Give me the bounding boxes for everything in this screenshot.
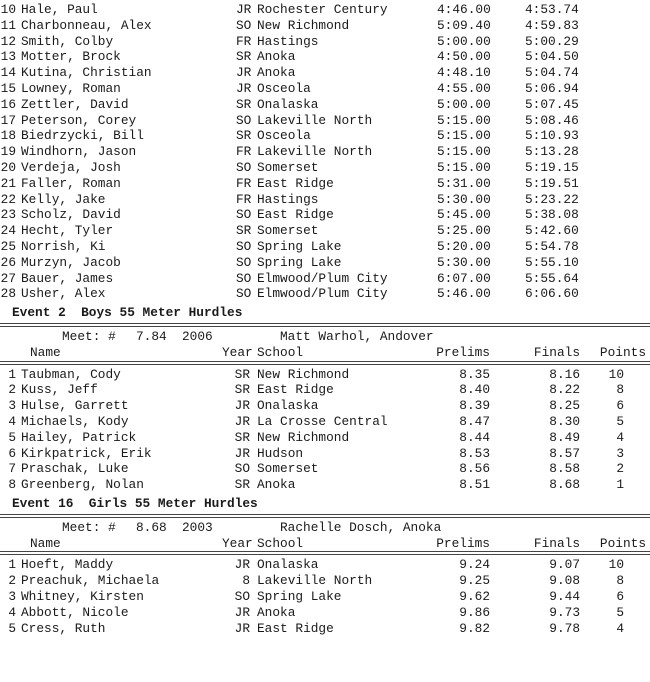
final-time: 5:04.50 [525, 49, 579, 65]
result-row [0, 144, 650, 160]
athlete-year: SO [236, 207, 252, 223]
place: 3 [8, 398, 16, 414]
athlete-year: SO [234, 461, 250, 477]
result-row [0, 477, 650, 493]
place: 5 [8, 429, 16, 445]
school: New Richmond [257, 17, 350, 33]
athlete-year: SO [236, 286, 252, 302]
school: Lakeville North [257, 573, 373, 589]
place: 11 [0, 17, 16, 33]
seed-time: 4:46.00 [437, 2, 491, 17]
meet-holder: Rachelle Dosch, Anoka [280, 519, 442, 535]
prelims: 9.25 [459, 573, 490, 589]
place: 2 [8, 382, 16, 398]
result-row [0, 2, 650, 18]
athlete-year: SR [234, 382, 250, 398]
place: 8 [8, 477, 16, 493]
athlete-name: Praschak, Luke [21, 461, 129, 477]
athlete-name: Greenberg, Nolan [21, 477, 144, 493]
school: Onalaska [257, 398, 319, 414]
place: 2 [8, 573, 16, 589]
header-prelims: Prelims [436, 344, 490, 360]
result-row [0, 65, 650, 81]
place: 4 [8, 604, 16, 620]
athlete-name: Norrish, Ki [21, 239, 106, 254]
place: 14 [0, 65, 16, 81]
result-row [0, 430, 650, 446]
seed-time: 5:15.00 [437, 112, 491, 128]
result-row [0, 589, 650, 605]
result-row [0, 239, 650, 255]
final-time: 5:55.10 [525, 254, 579, 270]
athlete-year: 8 [242, 573, 250, 589]
points: 6 [616, 398, 624, 414]
final-time: 5:04.74 [525, 65, 579, 81]
place: 17 [0, 112, 16, 128]
seed-time: 5:15.00 [437, 128, 491, 144]
athlete-year: JR [236, 2, 252, 17]
place: 15 [0, 81, 16, 96]
column-headers [0, 345, 650, 361]
athlete-year: JR [234, 445, 250, 461]
prelims: 8.35 [459, 366, 490, 382]
school: Elmwood/Plum City [257, 286, 388, 302]
meet-label: Meet: # [62, 519, 116, 535]
athlete-year: JR [234, 414, 250, 429]
seed-time: 4:48.10 [437, 65, 491, 81]
result-row [0, 176, 650, 192]
place: 1 [8, 366, 16, 382]
meet-holder: Matt Warhol, Andover [280, 329, 434, 344]
school: Somerset [257, 223, 319, 239]
athlete-name: Hoeft, Maddy [21, 557, 114, 573]
result-row [0, 557, 650, 573]
prelims: 9.24 [459, 557, 490, 573]
result-row [0, 621, 650, 637]
place: 22 [0, 191, 16, 207]
seed-time: 5:30.00 [437, 191, 491, 207]
athlete-year: SR [236, 223, 252, 239]
final-time: 5:13.28 [525, 144, 579, 160]
meet-year: 2003 [182, 519, 213, 535]
seed-time: 5:46.00 [437, 286, 491, 302]
athlete-name: Taubman, Cody [21, 366, 121, 382]
athlete-year: SR [234, 366, 250, 382]
school: Lakeville North [257, 112, 373, 128]
school: Hudson [257, 445, 304, 461]
athlete-year: FR [236, 33, 252, 49]
result-row [0, 128, 650, 144]
athlete-name: Kirkpatrick, Erik [21, 445, 152, 461]
header-name: Name [30, 344, 61, 360]
result-row [0, 398, 650, 414]
header-school: School [257, 344, 304, 360]
place: 7 [8, 461, 16, 477]
athlete-name: Zettler, David [21, 96, 129, 112]
final-time: 4:53.74 [525, 2, 579, 17]
prelims: 8.39 [459, 398, 490, 414]
place: 24 [0, 223, 16, 239]
athlete-name: Charbonneau, Alex [21, 17, 152, 33]
athlete-year: SR [236, 49, 252, 65]
school: New Richmond [257, 366, 350, 382]
place: 26 [0, 254, 16, 270]
place: 3 [8, 589, 16, 604]
place: 4 [8, 414, 16, 429]
athlete-year: JR [236, 65, 252, 81]
result-row [0, 573, 650, 589]
athlete-name: Lowney, Roman [21, 81, 121, 96]
seed-time: 5:15.00 [437, 144, 491, 160]
header-school: School [257, 535, 304, 551]
athlete-name: Usher, Alex [21, 286, 106, 302]
header-year: Year [222, 344, 253, 360]
result-row [0, 414, 650, 430]
school: Lakeville North [257, 144, 373, 160]
athlete-year: SR [236, 96, 252, 112]
school: Anoka [257, 604, 296, 620]
seed-time: 5:00.00 [437, 33, 491, 49]
athlete-year: FR [236, 144, 252, 160]
final-time: 5:54.78 [525, 239, 579, 254]
athlete-year: SO [234, 589, 250, 604]
finals: 8.57 [549, 445, 580, 461]
prelims: 8.53 [459, 445, 490, 461]
place: 25 [0, 239, 16, 254]
school: Onalaska [257, 557, 319, 573]
athlete-name: Hale, Paul [21, 2, 98, 17]
final-time: 5:19.51 [525, 175, 579, 191]
athlete-year: SO [236, 17, 252, 33]
final-time: 5:23.22 [525, 191, 579, 207]
athlete-name: Whitney, Kirsten [21, 589, 144, 604]
points: 1 [616, 477, 624, 493]
meet-year: 2006 [182, 329, 213, 344]
athlete-year: JR [234, 398, 250, 414]
final-time: 5:19.15 [525, 160, 579, 175]
athlete-name: Bauer, James [21, 270, 114, 286]
result-row [0, 49, 650, 65]
prelims: 9.86 [459, 604, 490, 620]
points: 6 [616, 589, 624, 604]
athlete-name: Scholz, David [21, 207, 121, 223]
result-row [0, 223, 650, 239]
athlete-name: Faller, Roman [21, 175, 121, 191]
meet-record [0, 329, 650, 345]
final-time: 5:38.08 [525, 207, 579, 223]
event-title: Event 2 Boys 55 Meter Hurdles [12, 305, 243, 321]
result-row [0, 367, 650, 383]
school: La Crosse Central [257, 414, 388, 429]
seed-time: 5:09.40 [437, 17, 491, 33]
school: Rochester Century [257, 2, 388, 17]
finals: 8.30 [549, 414, 580, 429]
school: New Richmond [257, 429, 350, 445]
result-row [0, 605, 650, 621]
athlete-year: FR [236, 175, 252, 191]
school: East Ridge [257, 207, 334, 223]
school: East Ridge [257, 175, 334, 191]
points: 2 [616, 461, 624, 477]
seed-time: 4:55.00 [437, 81, 491, 96]
school: Osceola [257, 81, 311, 96]
school: Somerset [257, 160, 319, 175]
column-headers [0, 536, 650, 552]
place: 23 [0, 207, 16, 223]
athlete-name: Windhorn, Jason [21, 144, 137, 160]
header-points: Points [599, 344, 646, 360]
final-time: 5:07.45 [525, 96, 579, 112]
finals: 8.22 [549, 382, 580, 398]
athlete-year: SO [236, 239, 252, 254]
place: 18 [0, 128, 16, 144]
result-row [0, 271, 650, 287]
school: Onalaska [257, 96, 319, 112]
athlete-name: Kelly, Jake [21, 191, 106, 207]
final-time: 5:10.93 [525, 128, 579, 144]
final-time: 6:06.60 [525, 286, 579, 302]
result-row [0, 461, 650, 477]
place: 13 [0, 49, 16, 65]
prelims: 8.40 [459, 382, 490, 398]
seed-time: 5:31.00 [437, 175, 491, 191]
final-time: 5:08.46 [525, 112, 579, 128]
finals: 9.78 [549, 620, 580, 636]
divider [0, 551, 650, 555]
athlete-name: Smith, Colby [21, 33, 114, 49]
header-name: Name [30, 535, 61, 551]
points: 4 [616, 429, 624, 445]
prelims: 8.47 [459, 414, 490, 429]
school: East Ridge [257, 620, 334, 636]
meet-record [0, 520, 650, 536]
athlete-name: Verdeja, Josh [21, 160, 121, 175]
seed-time: 6:07.00 [437, 270, 491, 286]
athlete-year: FR [236, 191, 252, 207]
school: Anoka [257, 49, 296, 65]
athlete-year: SO [236, 160, 252, 175]
header-points: Points [599, 535, 646, 551]
final-time: 5:06.94 [525, 81, 579, 96]
finals: 8.49 [549, 429, 580, 445]
athlete-year: SO [236, 254, 252, 270]
result-row [0, 34, 650, 50]
finals: 9.44 [549, 589, 580, 604]
points: 3 [616, 445, 624, 461]
seed-time: 5:25.00 [437, 223, 491, 239]
place: 27 [0, 270, 16, 286]
school: Somerset [257, 461, 319, 477]
athlete-year: JR [234, 604, 250, 620]
prelims: 9.82 [459, 620, 490, 636]
place: 12 [0, 33, 16, 49]
header-year: Year [222, 535, 253, 551]
athlete-name: Murzyn, Jacob [21, 254, 121, 270]
points: 5 [616, 604, 624, 620]
prelims: 8.44 [459, 429, 490, 445]
finals: 8.16 [549, 366, 580, 382]
seed-time: 5:45.00 [437, 207, 491, 223]
athlete-year: SR [234, 477, 250, 493]
school: Hastings [257, 191, 319, 207]
school: Spring Lake [257, 589, 342, 604]
athlete-year: JR [234, 557, 250, 573]
divider [0, 361, 650, 365]
finals: 9.73 [549, 604, 580, 620]
school: Anoka [257, 477, 296, 493]
result-row [0, 18, 650, 34]
school: Anoka [257, 65, 296, 81]
prelims: 9.62 [459, 589, 490, 604]
place: 10 [0, 2, 16, 17]
school: Spring Lake [257, 239, 342, 254]
seed-time: 5:30.00 [437, 254, 491, 270]
athlete-year: SO [236, 112, 252, 128]
header-finals: Finals [533, 344, 580, 360]
prelims: 8.51 [459, 477, 490, 493]
athlete-name: Cress, Ruth [21, 620, 106, 636]
school: Elmwood/Plum City [257, 270, 388, 286]
school: Hastings [257, 33, 319, 49]
points: 10 [608, 366, 624, 382]
athlete-name: Hulse, Garrett [21, 398, 129, 414]
result-row [0, 192, 650, 208]
athlete-name: Hecht, Tyler [21, 223, 114, 239]
place: 19 [0, 144, 16, 160]
points: 5 [616, 414, 624, 429]
place: 1 [8, 557, 16, 573]
finals: 8.58 [549, 461, 580, 477]
school: Osceola [257, 128, 311, 144]
meet-mark: 7.84 [136, 329, 167, 344]
final-time: 5:00.29 [525, 33, 579, 49]
points: 8 [616, 573, 624, 589]
final-time: 5:55.64 [525, 270, 579, 286]
place: 16 [0, 96, 16, 112]
meet-label: Meet: # [62, 329, 116, 344]
athlete-year: SO [236, 270, 252, 286]
place: 28 [0, 286, 16, 302]
athlete-name: Biedrzycki, Bill [21, 128, 144, 144]
points: 10 [608, 557, 624, 573]
result-row [0, 81, 650, 97]
place: 21 [0, 175, 16, 191]
place: 6 [8, 445, 16, 461]
finals: 8.68 [549, 477, 580, 493]
divider [0, 323, 650, 327]
finals: 8.25 [549, 398, 580, 414]
seed-time: 4:50.00 [437, 49, 491, 65]
seed-time: 5:15.00 [437, 160, 491, 175]
result-row [0, 160, 650, 176]
athlete-name: Motter, Brock [21, 49, 121, 65]
school: Spring Lake [257, 254, 342, 270]
athlete-name: Hailey, Patrick [21, 429, 137, 445]
athlete-year: JR [236, 81, 252, 96]
result-row [0, 382, 650, 398]
school: East Ridge [257, 382, 334, 398]
header-finals: Finals [533, 535, 580, 551]
finals: 9.08 [549, 573, 580, 589]
place: 5 [8, 620, 16, 636]
final-time: 5:42.60 [525, 223, 579, 239]
prelims: 8.56 [459, 461, 490, 477]
points: 4 [616, 620, 624, 636]
result-row [0, 207, 650, 223]
result-row [0, 255, 650, 271]
seed-time: 5:00.00 [437, 96, 491, 112]
result-row [0, 286, 650, 302]
meet-mark: 8.68 [136, 519, 167, 535]
athlete-year: SR [236, 128, 252, 144]
result-row [0, 97, 650, 113]
athlete-name: Michaels, Kody [21, 414, 129, 429]
result-row [0, 113, 650, 129]
place: 20 [0, 160, 16, 175]
seed-time: 5:20.00 [437, 239, 491, 254]
final-time: 4:59.83 [525, 17, 579, 33]
athlete-name: Preachuk, Michaela [21, 573, 160, 589]
athlete-name: Kuss, Jeff [21, 382, 98, 398]
points: 8 [616, 382, 624, 398]
event-title: Event 16 Girls 55 Meter Hurdles [12, 496, 258, 511]
result-row [0, 446, 650, 462]
athlete-name: Peterson, Corey [21, 112, 137, 128]
finals: 9.07 [549, 557, 580, 573]
header-prelims: Prelims [436, 535, 490, 551]
athlete-name: Kutina, Christian [21, 65, 152, 81]
athlete-year: JR [234, 620, 250, 636]
athlete-name: Abbott, Nicole [21, 604, 129, 620]
athlete-year: SR [234, 429, 250, 445]
divider [0, 514, 650, 518]
